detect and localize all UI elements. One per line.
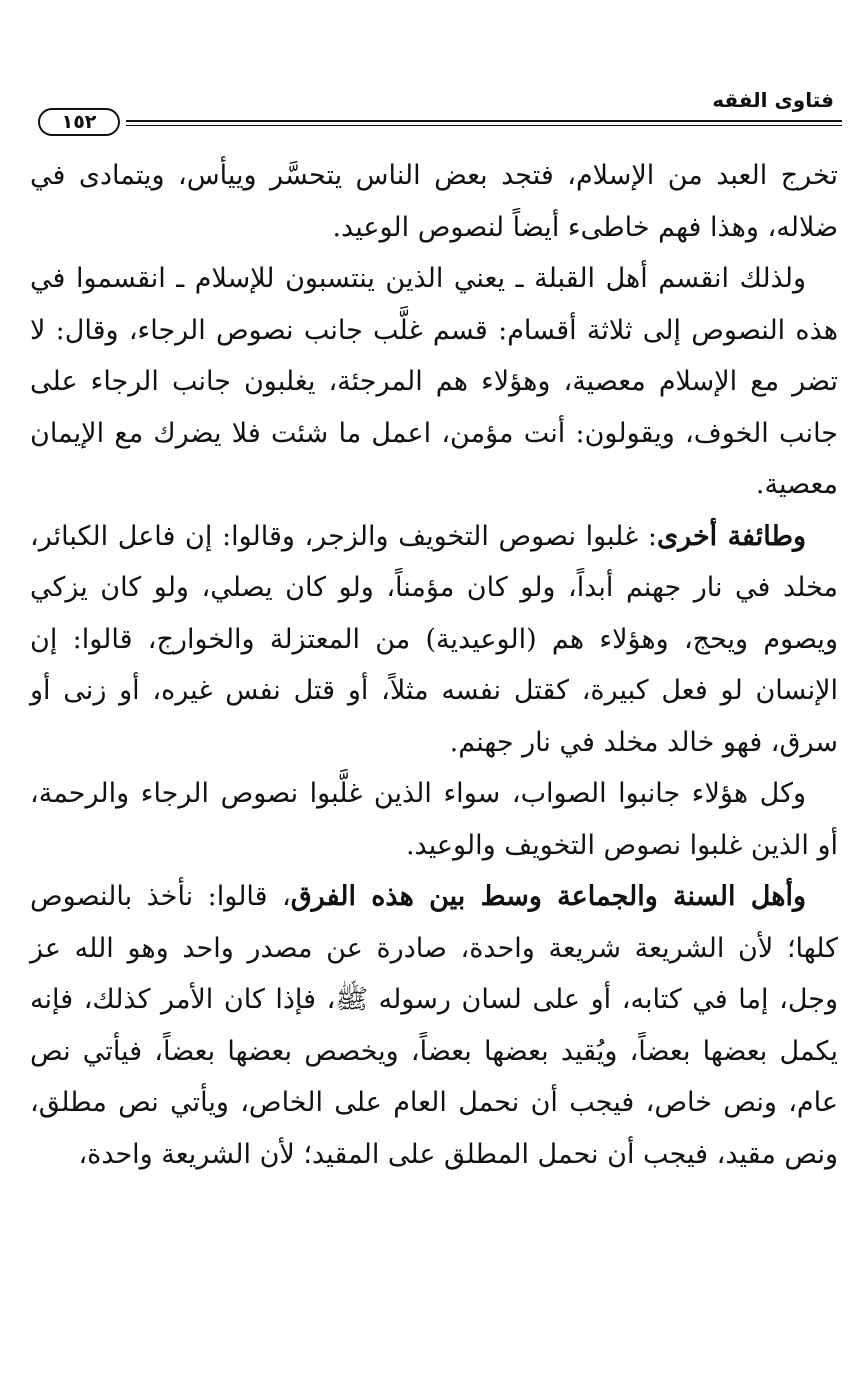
paragraph-bold-lead: وأهل السنة والجماعة وسط بين هذه الفرق [290, 881, 806, 912]
book-title: فتاوى الفقه [712, 88, 834, 112]
paragraph-2 [30, 253, 838, 511]
paragraph-text: ولذلك انقسم أهل القبلة ـ يعني الذين ينتسبون للإسلام ـ انقسموا في هذه النصوص إلى ثلاثة أقسام: قسم غلَّب جانب نصوص الرجاء، وقال: لا تضر مع الإسلام معصية، وهؤلاء هم المرجئة، يغلبون جانب الرجاء على جانب الخوف، ويقولون: أنت مؤمن، اعمل ما شئت فلا يضرك مع الإيمان معصية. [30, 263, 838, 500]
header-rule-thin [126, 125, 842, 126]
paragraph-5 [30, 871, 838, 1180]
paragraph-bold-lead: وطائفة أخرى [656, 520, 806, 552]
paragraph-4 [30, 768, 838, 871]
paragraph-3 [30, 511, 838, 769]
paragraph-text: وكل هؤلاء جانبوا الصواب، سواء الذين غلَّبوا نصوص الرجاء والرحمة، أو الذين غلبوا نصوص التخويف والوعيد. [30, 778, 838, 861]
paragraph-text: : غلبوا نصوص التخويف والزجر، وقالوا: إن فاعل الكبائر، مخلد في نار جهنم أبداً، ولو كان مؤمناً، ولو كان يصلي، ولو كان يزكي ويصوم ويحج، وهؤلاء هم (الوعيدية) من المعتزلة والخوارج، قالوا: إن الإنسان لو فعل كبيرة، كقتل نفسه مثلاً، أو قتل نفس غيره، أو زنى أو سرق، فهو خالد مخلد في نار جهنم. [30, 520, 838, 758]
paragraph-text: ، قالوا: نأخذ بالنصوص كلها؛ لأن الشريعة شريعة واحدة، صادرة عن مصدر واحد وهو الله عز وجل، إما في كتابه، أو على لسان رسوله ﷺ، فإذا كان الأمر كذلك، فإنه يكمل بعضها بعضاً، ويُقيد بعضها بعضاً، ويخصص بعضها بعضاً، فيأتي نص عام، ونص خاص، فيجب أن نحمل العام على الخاص، ويأتي نص مطلق، ونص مقيد، فيجب أن نحمل المطلق على المقيد؛ لأن الشريعة واحدة، [30, 881, 838, 1170]
page-number: ١٥٢ [38, 108, 120, 136]
header-rule [126, 120, 842, 122]
paragraph-text: تخرج العبد من الإسلام، فتجد بعض الناس يتحسَّر وييأس، ويتمادى في ضلاله، وهذا فهم خاطىء أيضاً لنصوص الوعيد. [30, 160, 838, 243]
paragraph-1 [30, 150, 838, 253]
page-header [24, 84, 842, 138]
body-text [30, 150, 838, 1180]
